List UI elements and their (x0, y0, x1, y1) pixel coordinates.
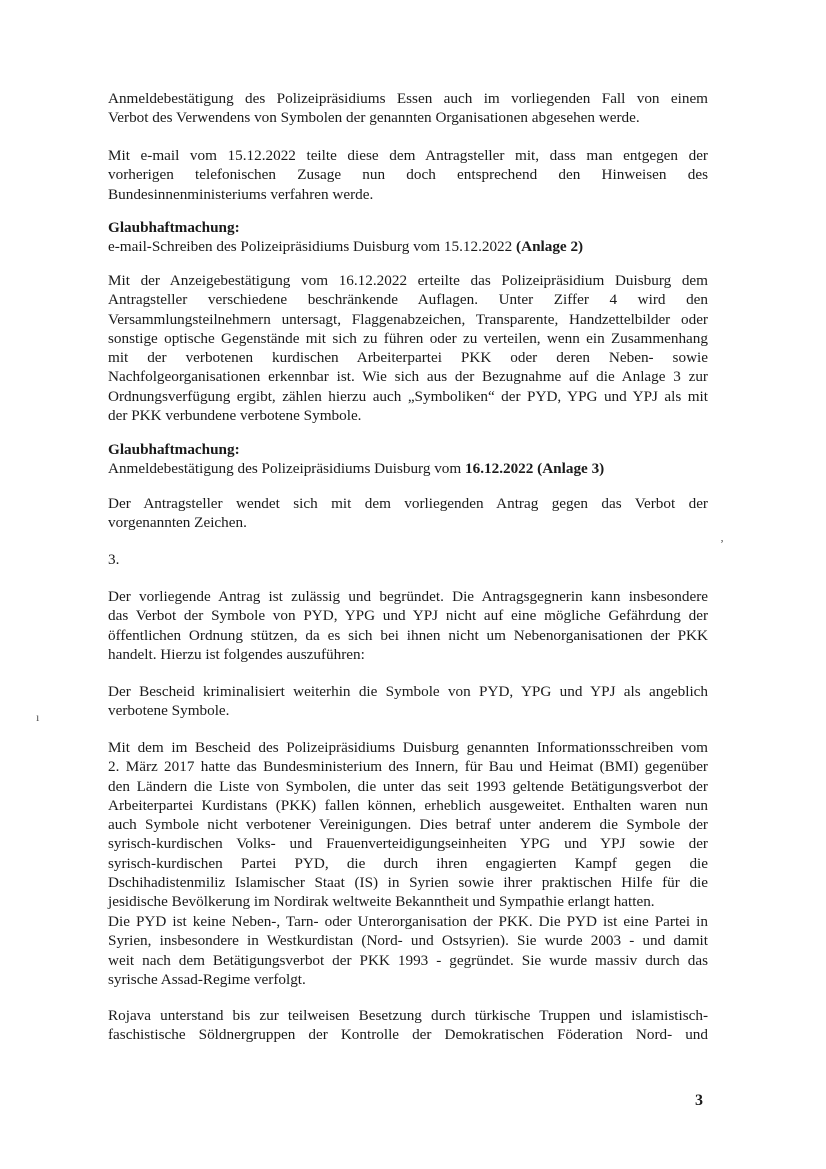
annex-reference: (Anlage 3) (537, 460, 605, 478)
text-line: mit der verbotenen kurdischen Arbeiterpartei PKK oder deren Neben- sowie (108, 349, 708, 367)
text-line: Mit dem im Bescheid des Polizeipräsidiums Duisburg genannten Informationsschreiben vom (108, 739, 708, 756)
text-line: Arbeiterpartei Kurdistans (PKK) fallen können, erheblich ausgeweitet. Enthalten waren nun (108, 796, 708, 814)
text-line: Anmeldebestätigung des Polizeipräsidiums Essen auch im vorliegenden Fall von einem (108, 90, 708, 107)
text-line: weit nach dem Betätigungsverbot der PKK 1993 - gegründet. Sie wurde massiv durch das (108, 951, 708, 969)
text-line: vorherigen telefonischen Zusage nun doch entsprechend den Hinweisen des (108, 166, 708, 184)
text-line: Dschihadistenmiliz Islamischer Staat (IS) in Syrien sowie ihrer praktischen Hilfe für die (108, 874, 708, 892)
paragraph-applicant-objection (108, 494, 708, 533)
evidence-heading: Glaubhaftmachung: (108, 441, 240, 458)
evidence-heading: Glaubhaftmachung: (108, 219, 240, 236)
paragraph-bmi-letter (108, 738, 708, 912)
text-line: Syrien, insbesondere in Westkurdistan (Nord- und Ostsyrien). Sie wurde 2003 - und damit (108, 932, 708, 950)
text-line: Die PYD ist keine Neben-, Tarn- oder Unterorganisation der PKK. Die PYD ist eine Partei in (108, 913, 708, 930)
text-line: Versammlungsteilnehmern untersagt, Flaggenabzeichen, Transparente, Handzettelbilder oder (108, 310, 708, 328)
text-line: jesidische Bevölkerung im Nordirak weltweite Bekanntheit und Sympathie erlangt hatten. (108, 893, 655, 911)
paragraph-restrictions (108, 271, 708, 425)
text-line: Mit e-mail vom 15.12.2022 teilte diese dem Antragsteller mit, dass man entgegen der (108, 147, 708, 164)
paragraph-essen-reference (108, 89, 708, 128)
text-line: Mit der Anzeigebestätigung vom 16.12.2022 erteilte das Polizeipräsidium Duisburg dem (108, 272, 708, 289)
text-line: verbotene Symbole. (108, 702, 230, 720)
text-line: vorgenannten Zeichen. (108, 514, 247, 532)
text-line: syrische Assad-Regime verfolgt. (108, 970, 306, 988)
text-line: Der vorliegende Antrag ist zulässig und begründet. Die Antragsgegnerin kann insbesondere (108, 588, 708, 605)
evidence-date: 16.12.2022 (465, 460, 534, 478)
text-line: Antragsteller verschiedene beschränkende Auflagen. Unter Ziffer 4 wird den (108, 291, 708, 309)
scan-speck: ı (36, 710, 40, 724)
text-line: auch Symbole nicht verbotener Vereinigungen. Dies betraf unter anderem die Symbole der (108, 816, 708, 834)
evidence-block-1 (108, 218, 708, 257)
text-line: faschistische Söldnergruppen der Kontrolle der Demokratischen Föderation Nord- und (108, 1026, 708, 1044)
text-line: den Ländern die Liste von Symbolen, die unter das seit 1993 geltende Betätigungsverbot der (108, 777, 708, 795)
text-line: Ordnungsverfügung ergibt, zählen hierzu auch „Symboliken“ der PYD, YPG und YPJ als mit (108, 387, 708, 405)
text-line: Der Antragsteller wendet sich mit dem vorliegenden Antrag gegen das Verbot der (108, 495, 708, 512)
text-line: der PKK verbundene verbotene Symbole. (108, 407, 362, 425)
scan-speck: ʼ (720, 537, 724, 551)
paragraph-pyd (108, 912, 708, 989)
annex-reference: (Anlage 2) (516, 238, 584, 256)
paragraph-email-notice (108, 146, 708, 204)
page-number: 3 (695, 1092, 703, 1109)
section-number-text: 3. (108, 551, 120, 568)
text-line: sonstige optische Gegenstände mit sich zu führen oder zu verteilen, wenn ein Zusammenhang (108, 329, 708, 347)
text-line: Verbot des Verwendens von Symbolen der genannten Organisationen abgesehen werde. (108, 109, 640, 127)
paragraph-rojava (108, 1006, 708, 1045)
text-line: handelt. Hierzu ist folgendes auszuführen: (108, 645, 365, 663)
evidence-block-2 (108, 440, 708, 479)
text-line: das Verbot der Symbole von PYD, YPG und YPJ nicht auf eine mögliche Gefährdung der (108, 607, 708, 625)
paragraph-criminalization (108, 682, 708, 721)
evidence-line (108, 237, 708, 256)
text-line: syrisch-kurdischen Partei PYD, die durch ihren engagierten Kampf gegen die (108, 854, 708, 872)
text-line: öffentlichen Ordnung stützen, da es sich bei ihnen nicht um Nebenorganisationen der PKK (108, 626, 708, 644)
text-line: syrisch-kurdischen Volks- und Frauenverteidigungseinheiten YPG und YPJ sowie der (108, 835, 708, 853)
paragraph-admissibility (108, 587, 708, 664)
evidence-line (108, 459, 708, 478)
evidence-text: e-mail-Schreiben des Polizeipräsidiums Duisburg vom 15.12.2022 (108, 238, 513, 256)
text-line: Der Bescheid kriminalisiert weiterhin die Symbole von PYD, YPG und YPJ als angeblich (108, 683, 708, 700)
section-number (108, 550, 708, 569)
evidence-text: Anmeldebestätigung des Polizeipräsidiums Duisburg vom (108, 460, 462, 478)
text-line: Nachfolgeorganisationen erkennbar ist. Wie sich aus der Bezugnahme auf die Anlage 3 zur (108, 368, 708, 386)
text-line: 2. März 2017 hatte das Bundesministerium des Innern, für Bau und Heimat (BMI) gegenüber (108, 758, 708, 776)
text-line: Rojava unterstand bis zur teilweisen Besetzung durch türkische Truppen und islamistisch- (108, 1007, 708, 1024)
text-line: Bundesinnenministeriums verfahren werde. (108, 185, 374, 203)
